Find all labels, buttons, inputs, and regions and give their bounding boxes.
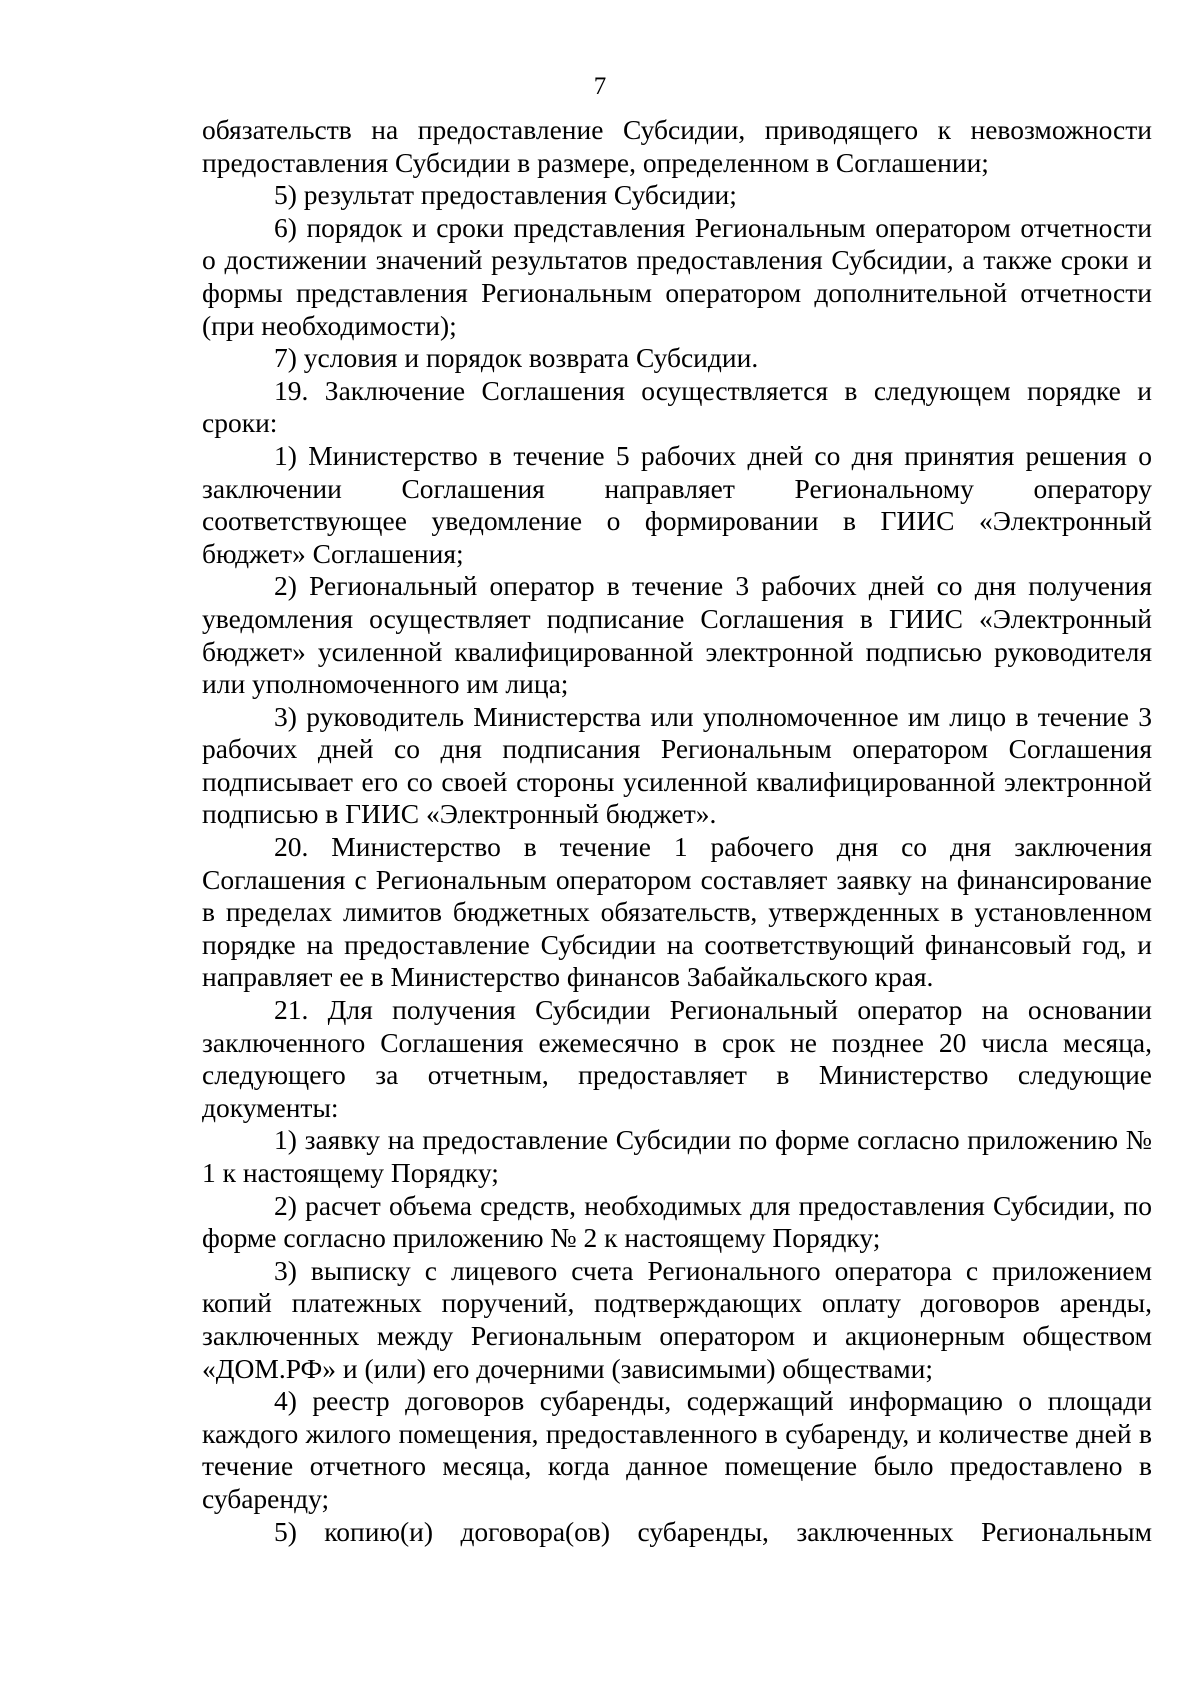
paragraph: 6) порядок и сроки представления Региональным оператором отчетности о достижении значений результатов предоставления Субсидии, а также сроки и формы представления Региональным оператором дополнительной отчетности (при необходимости); (202, 211, 1152, 341)
paragraph-continued: 5) копию(и) договора(ов) субаренды, заключенных Региональным (274, 1515, 1152, 1547)
paragraph: 21. Для получения Субсидии Региональный оператор на основании заключенного Соглашения ежемесячно в срок не позднее 20 числа месяца, следующего за отчетным, предоставляет в Министерство следующие документы: (202, 994, 1152, 1123)
paragraph: 2) расчет объема средств, необходимых для предоставления Субсидии, по форме согласно приложению № 2 к настоящему Порядку; (202, 1189, 1152, 1254)
paragraph: 7) условия и порядок возврата Субсидии. (274, 342, 759, 374)
document-body (202, 114, 1152, 1548)
paragraph: 1) заявку на предоставление Субсидии по форме согласно приложению № 1 к настоящему Порядку; (202, 1124, 1152, 1188)
paragraph: обязательств на предоставление Субсидии, приводящего к невозможности предоставления Субсидии в размере, определенном в Соглашении; (202, 114, 1152, 178)
paragraph: 5) результат предоставления Субсидии; (274, 179, 737, 211)
paragraph: 20. Министерство в течение 1 рабочего дня со дня заключения Соглашения с Региональным оператором составляет заявку на финансирование в пределах лимитов бюджетных обязательств, утвержденных в установленном порядке на предоставление Субсидии на соответствующий финансовый год, и направляет ее в Министерство финансов Забайкальского края. (202, 831, 1152, 993)
paragraph: 2) Региональный оператор в течение 3 рабочих дней со дня получения уведомления осуществляет подписание Соглашения в ГИИС «Электронный бюджет» усиленной квалифицированной электронной подписью руководителя или уполномоченного им лица; (202, 570, 1152, 700)
paragraph: 3) выписку с лицевого счета Регионального оператора с приложением копий платежных поручений, подтверждающих оплату договоров аренды, заключенных между Региональным оператором и акционерным обществом «ДОМ.РФ» и (или) его дочерними (зависимыми) обществами; (202, 1254, 1152, 1384)
paragraph: 19. Заключение Соглашения осуществляется в следующем порядке и сроки: (202, 374, 1152, 439)
paragraph: 4) реестр договоров субаренды, содержащий информацию о площади каждого жилого помещения, предоставленного в субаренду, и количестве дней в течение отчетного месяца, когда данное помещение было предоставлено в субаренду; (202, 1385, 1152, 1514)
paragraph: 1) Министерство в течение 5 рабочих дней со дня принятия решения о заключении Соглашения направляет Региональному оператору соответствующее уведомление о формировании в ГИИС «Электронный бюджет» Соглашения; (202, 439, 1152, 569)
page-number: 7 (593, 73, 607, 100)
paragraph: 3) руководитель Министерства или уполномоченное им лицо в течение 3 рабочих дней со дня подписания Региональным оператором Соглашения подписывает его со своей стороны усиленной квалифицированной электронной подписью в ГИИС «Электронный бюджет». (202, 700, 1152, 830)
